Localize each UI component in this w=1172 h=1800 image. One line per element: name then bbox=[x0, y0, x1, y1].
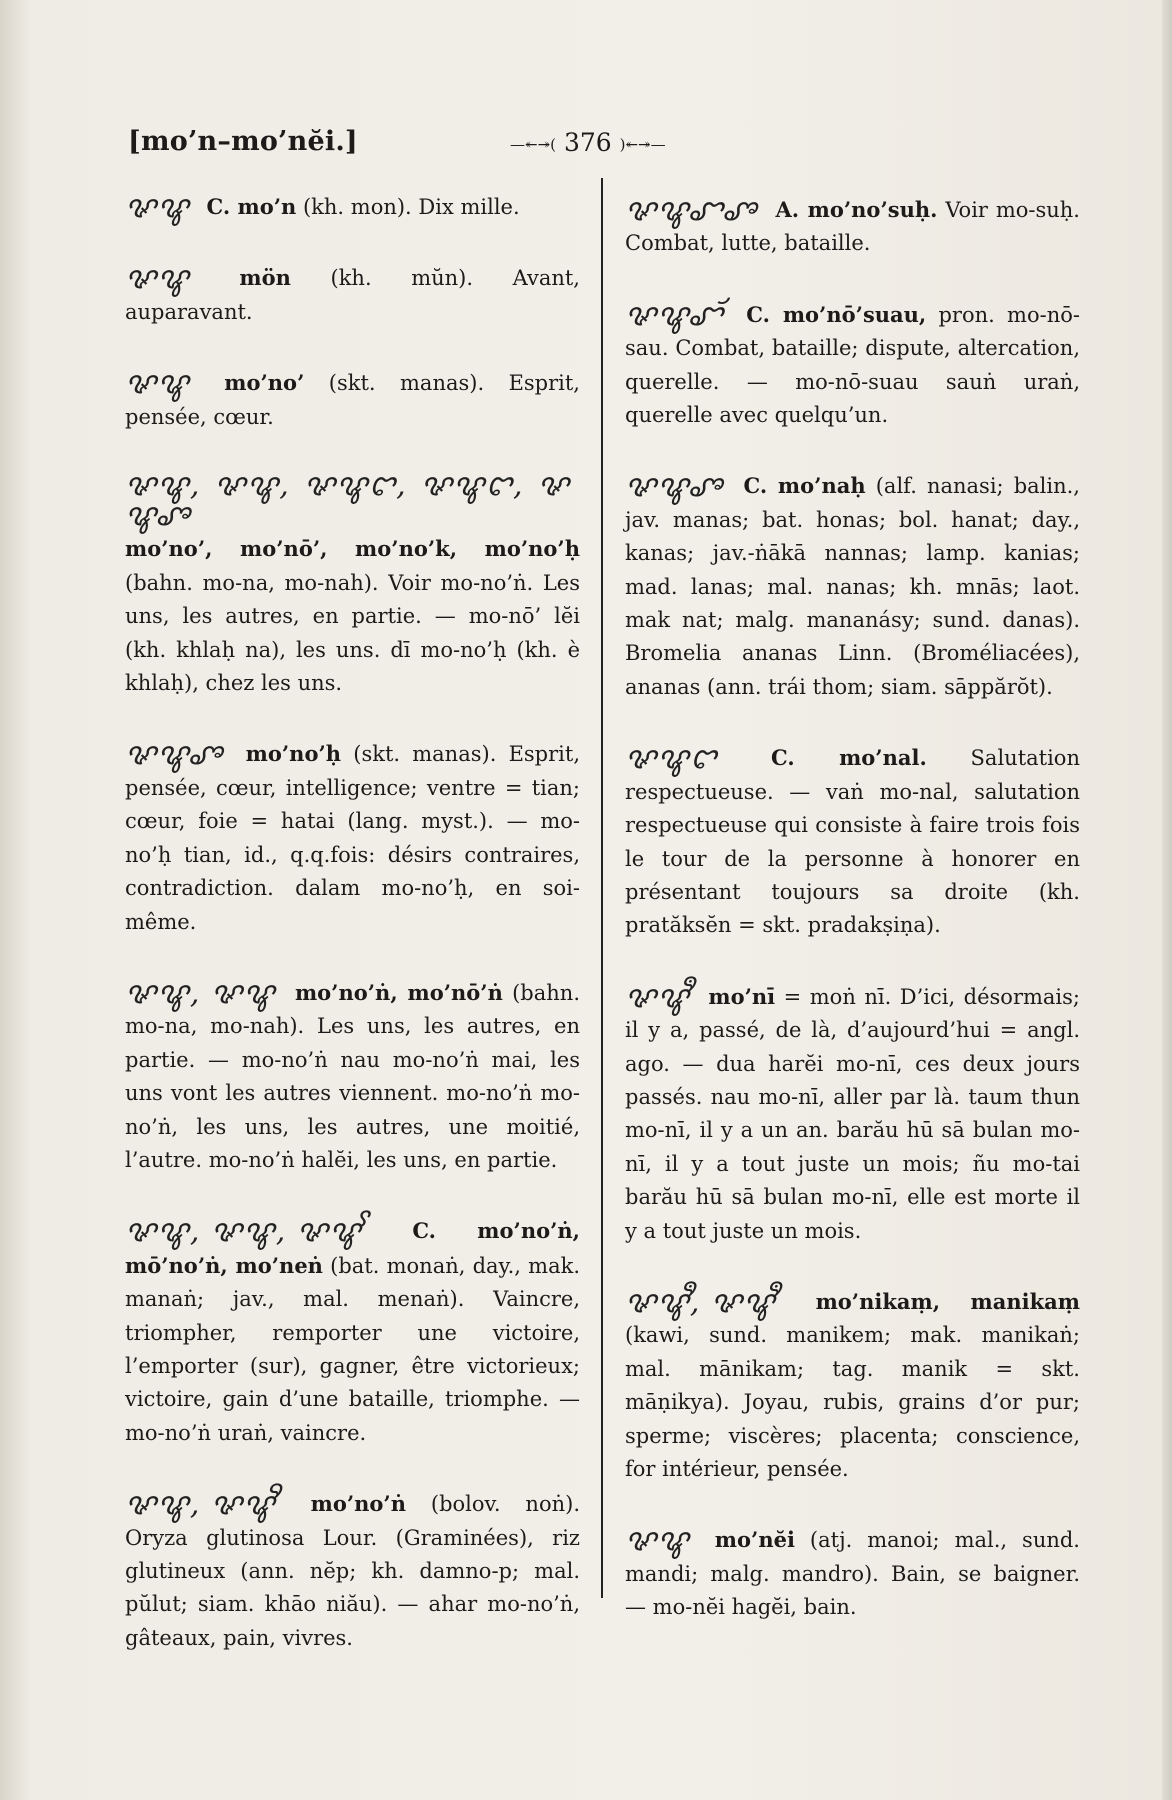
cham-script-glyphs: ꨟꨥꨧꨨ bbox=[625, 193, 758, 228]
right-column bbox=[625, 193, 1080, 1662]
page-edge bbox=[1162, 0, 1172, 1800]
column-divider bbox=[601, 178, 603, 1598]
cham-script-glyphs: ꨟꨥ, ꨟꨥ, ꨟꨥꨩ bbox=[125, 1214, 362, 1250]
entry-headword: mo’no’ḥ bbox=[245, 741, 342, 767]
dictionary-entry bbox=[625, 1285, 1080, 1486]
entry-definition: (atj. manoi; mal., sund. mandi; malg. mandro). Bain, se baigner. — mo-nĕi hagĕi, bain. bbox=[625, 1528, 1080, 1620]
entry-headword: mo’nikaṃ, manikaṃ bbox=[815, 1288, 1080, 1314]
dictionary-entry bbox=[125, 366, 580, 434]
cham-script-glyphs: ꨟꨥꨫ, ꨟꨥꨫ bbox=[625, 1284, 776, 1320]
cham-script-glyphs: ꨟꨥ bbox=[125, 366, 190, 402]
entry-definition: = moṅ nī. D’ici, désormais; il y a, passé, de là, d’aujourd’hui = angl. ago. — dua harĕi mo-nī, ces deux jours passés. nau mo-nī, aller par là. taum thun mo-nī, il y a un an. barău hū sā bulan mo-nī, il y a tout juste un mois; ñu mo-tai barău hū sā bulan mo-nī, elle est morte il y a tout juste un mois. bbox=[625, 984, 1080, 1243]
cham-script-glyphs: ꨟꨥꨧꨮ bbox=[625, 297, 725, 333]
entry-definition: (skt. manas). Esprit, pensée, cœur, intelligence; ventre = tian; cœur, foie = hatai (lang. myst.). — mo-no’ḥ tian, id., q.q.fois: désirs contraires, contradiction. dalam mo-no’ḥ, en soi-même. bbox=[125, 742, 580, 934]
entry-headword: mo’no’ṅ bbox=[310, 1491, 406, 1517]
entry-definition: pron. mo-nō-sau. Combat, bataille; dispute, altercation, querelle. — mo-nō-suau sauṅ uraṅ, querelle avec quelqu’un. bbox=[625, 302, 1080, 428]
entry-headword: mo’no’, mo’nō’, mo’no’k, mo’no’ḥ bbox=[125, 536, 580, 562]
dictionary-entry bbox=[125, 1214, 580, 1450]
entry-definition: (bolov. noṅ). Oryza glutinosa Lour. (Graminées), riz glutineux (ann. nĕp; kh. damno-p; mal. pŭlut; siam. khāo niău). — ahar mo-no’ṅ, gâteaux, pain, vivres. bbox=[125, 1492, 580, 1650]
entry-headword: mo’nī bbox=[708, 983, 776, 1009]
dictionary-entry bbox=[625, 469, 1080, 704]
entry-definition: Voir mo-suḥ. Combat, lutte, bataille. bbox=[625, 198, 1080, 256]
entry-headword: mo’nĕi bbox=[714, 1527, 795, 1553]
entry-definition: (bahn. mo-na, mo-nah). Voir mo-no’ṅ. Les uns, les autres, en partie. — mo-nō’ lĕi (kh. khlaḥ na), les uns. dī mo-no’ḥ (kh. è khlaḥ), chez les uns. bbox=[125, 570, 580, 696]
dictionary-entry bbox=[125, 190, 580, 224]
entry-headword: mo’no’ṅ, mo’nō’ṅ bbox=[294, 979, 503, 1005]
dictionary-entry bbox=[125, 1487, 580, 1655]
entry-headword: mön bbox=[239, 265, 291, 291]
entry-headword: mo’no’ bbox=[224, 370, 305, 396]
cham-script-glyphs: ꨟꨥꨨ bbox=[125, 737, 224, 773]
entry-headword: C. mo’naḥ bbox=[743, 473, 866, 499]
cham-script-glyphs: ꨟꨥ, ꨟꨥꨪ bbox=[125, 1487, 276, 1523]
ornament-left: —↞↠( bbox=[510, 135, 556, 154]
entry-headword: C. mo’no’ṅ, mō’no’ṅ, mo’neṅ bbox=[125, 1218, 580, 1278]
entry-definition: (kh. mon). Dix mille. bbox=[302, 195, 520, 219]
dictionary-entry bbox=[625, 980, 1080, 1248]
dictionary-entry bbox=[625, 741, 1080, 942]
dictionary-entry bbox=[125, 976, 580, 1177]
left-column bbox=[125, 190, 580, 1692]
entry-definition: (skt. manas). Esprit, pensée, cœur. bbox=[125, 371, 580, 429]
cham-script-glyphs: ꨟꨥ bbox=[125, 261, 190, 297]
dictionary-entry bbox=[625, 298, 1080, 433]
page-number: 376 bbox=[563, 128, 612, 157]
cham-script-glyphs: ꨟꨥꨨ bbox=[625, 469, 724, 505]
dictionary-entry bbox=[125, 737, 580, 938]
ornament-right: )↞↠— bbox=[619, 135, 666, 154]
dictionary-entry bbox=[125, 261, 580, 329]
entry-definition: (bat. monaṅ, day., mak. manaṅ; jav., mal. menaṅ). Vaincre, triompher, remporter une victoire, l’emporter (sur), gagner, être victorieux; victoire, gain d’une bataille, triomphe. — mo-no’ṅ uraṅ, vaincre. bbox=[125, 1253, 580, 1445]
entry-definition: Salutation respectueuse. — vaṅ mo-nal, salutation respectueuse qui consiste à faire trois fois le tour de la personne à honorer en présentant toujours sa droite (kh. pratăksĕn = skt. pradakṣiṇa). bbox=[625, 746, 1080, 938]
cham-script-glyphs: ꨟꨥ, ꨟꨥ bbox=[125, 975, 276, 1011]
entry-headword: A. mo’no’suḥ. bbox=[775, 197, 938, 222]
running-head: [mo’n–mo’nĕi.] bbox=[128, 126, 358, 157]
entry-headword: C. mo’nal. bbox=[771, 745, 927, 771]
entry-headword: C. mo’n bbox=[206, 194, 297, 219]
cham-script-glyphs: ꨟꨥ bbox=[625, 1523, 690, 1559]
page-number-line bbox=[510, 128, 666, 157]
dictionary-entry bbox=[625, 193, 1080, 261]
entry-definition: (kh. mŭn). Avant, auparavant. bbox=[125, 266, 580, 324]
cham-script-glyphs: ꨟꨥ, ꨟꨥ, ꨟꨥꨤ, ꨟꨥꨤ, ꨟꨥꨨ bbox=[125, 468, 570, 534]
cham-script-glyphs: ꨟꨥꨫ bbox=[625, 979, 690, 1015]
dictionary-entry bbox=[125, 468, 580, 700]
cham-script-glyphs: ꨟꨥꨤ bbox=[625, 741, 718, 777]
entry-definition: (kawi, sund. manikem; mak. manikaṅ; mal. mānikam; tag. manik = skt. māṇikya). Joyau, rubis, grains d’or pur; sperme; viscères; placenta; conscience, for intérieur, pensée. bbox=[625, 1323, 1080, 1481]
cham-script-glyphs: ꨟꨥ bbox=[125, 190, 190, 225]
entry-definition: (alf. nanasi; balin., jav. manas; bat. honas; bol. hanat; day., kanas; jav.-ṅākā nannas; lamp. kanias; mad. lanas; mal. nanas; kh. mnās; laot. mak nat; malg. mananásy; sund. danas). Bromelia ananas Linn. (Broméliacées), ananas (ann. trái thom; siam. sāppărŏt). bbox=[625, 474, 1080, 699]
dictionary-entry bbox=[625, 1523, 1080, 1624]
entry-definition: (bahn. mo-na, mo-nah). Les uns, les autres, en partie. — mo-no’ṅ nau mo-no’ṅ mai, les uns vont les autres viennent. mo-no’ṅ mo-no’ṅ, les uns, les autres, une moitié, l’autre. mo-no’ṅ halĕi, les uns, en partie. bbox=[125, 980, 580, 1172]
entry-headword: C. mo’nō’suau, bbox=[746, 301, 927, 327]
